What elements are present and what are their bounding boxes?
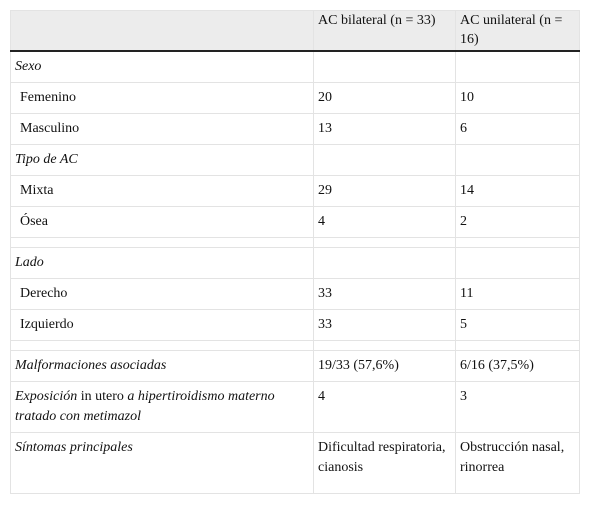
empty-cell <box>456 340 580 350</box>
empty-cell <box>314 247 456 278</box>
table-row-mixta <box>11 175 580 206</box>
table-row-malformaciones <box>11 350 580 381</box>
empty-cell <box>314 51 456 82</box>
row-label: Ósea <box>11 206 314 237</box>
bilateral-value: Dificultad respiratoria, cianosis <box>314 432 456 493</box>
section-row-lado <box>11 247 580 278</box>
bilateral-value: 19/33 (57,6%) <box>314 350 456 381</box>
data-table <box>10 10 580 494</box>
unilateral-value: 6 <box>456 113 580 144</box>
empty-cell <box>314 237 456 247</box>
bilateral-value: 33 <box>314 309 456 340</box>
row-label: Masculino <box>11 113 314 144</box>
unilateral-value: 10 <box>456 82 580 113</box>
table-row-derecho <box>11 278 580 309</box>
table-row-femenino <box>11 82 580 113</box>
row-label: Femenino <box>11 82 314 113</box>
section-label: Tipo de AC <box>11 144 314 175</box>
header-unilateral: AC unilateral (n = 16) <box>456 11 580 52</box>
bilateral-value: 13 <box>314 113 456 144</box>
row-label-part: in utero <box>77 388 128 404</box>
bilateral-value: 20 <box>314 82 456 113</box>
empty-cell <box>11 237 314 247</box>
section-row-tipo <box>11 144 580 175</box>
bilateral-value: 29 <box>314 175 456 206</box>
empty-cell <box>456 237 580 247</box>
header-empty-cell <box>11 11 314 52</box>
empty-cell <box>314 340 456 350</box>
row-label: Síntomas principales <box>11 432 314 493</box>
table-row-exposicion <box>11 381 580 432</box>
table-row-osea <box>11 206 580 237</box>
unilateral-value: 14 <box>456 175 580 206</box>
unilateral-value: 6/16 (37,5%) <box>456 350 580 381</box>
section-label: Lado <box>11 247 314 278</box>
spacer-row <box>11 340 580 350</box>
unilateral-value: Obstrucción nasal, rinorrea <box>456 432 580 493</box>
table-row-sintomas <box>11 432 580 493</box>
empty-cell <box>11 340 314 350</box>
row-label: Izquierdo <box>11 309 314 340</box>
row-label: Malformaciones asociadas <box>11 350 314 381</box>
table-row-masculino <box>11 113 580 144</box>
header-row <box>11 11 580 52</box>
row-label-part: Exposición <box>15 388 78 404</box>
spacer-row <box>11 237 580 247</box>
unilateral-value: 11 <box>456 278 580 309</box>
header-bilateral: AC bilateral (n = 33) <box>314 11 456 52</box>
unilateral-value: 2 <box>456 206 580 237</box>
empty-cell <box>456 51 580 82</box>
table-row-izquierdo <box>11 309 580 340</box>
section-label: Sexo <box>11 51 314 82</box>
empty-cell <box>456 247 580 278</box>
section-row-sexo <box>11 51 580 82</box>
empty-cell <box>456 144 580 175</box>
unilateral-value: 5 <box>456 309 580 340</box>
row-label <box>11 381 314 432</box>
unilateral-value: 3 <box>456 381 580 432</box>
row-label: Derecho <box>11 278 314 309</box>
bilateral-value: 4 <box>314 381 456 432</box>
row-label: Mixta <box>11 175 314 206</box>
bilateral-value: 4 <box>314 206 456 237</box>
row-label-part: a hipertiroidismo materno tratado con metimazol <box>15 388 275 424</box>
bilateral-value: 33 <box>314 278 456 309</box>
empty-cell <box>314 144 456 175</box>
